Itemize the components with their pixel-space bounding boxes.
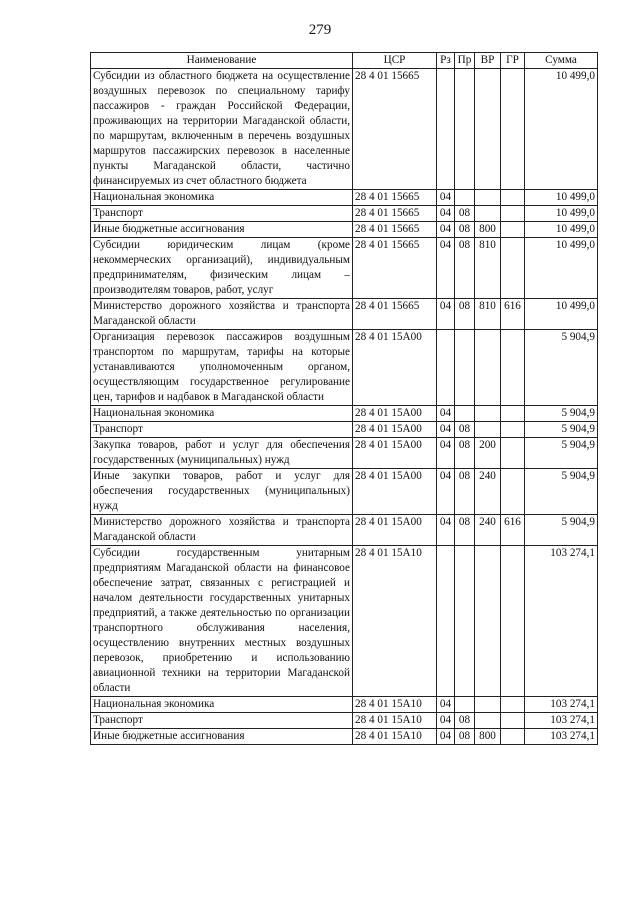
row-csr: 28 4 01 15665	[353, 238, 437, 299]
row-name: Министерство дорожного хозяйства и транспорта Магаданской области	[91, 299, 353, 330]
row-sum: 5 904,9	[525, 422, 598, 438]
row-vr	[475, 406, 501, 422]
row-rz: 04	[437, 406, 455, 422]
row-vr: 800	[475, 729, 501, 745]
row-rz: 04	[437, 713, 455, 729]
row-vr: 810	[475, 238, 501, 299]
row-vr	[475, 546, 501, 697]
row-csr: 28 4 01 15A00	[353, 469, 437, 515]
row-sum: 5 904,9	[525, 330, 598, 406]
row-name: Транспорт	[91, 422, 353, 438]
row-rz: 04	[437, 515, 455, 546]
row-rz: 04	[437, 238, 455, 299]
row-csr: 28 4 01 15A00	[353, 422, 437, 438]
row-pr: 08	[455, 238, 475, 299]
header-name: Наименование	[91, 53, 353, 69]
row-gr	[501, 69, 525, 190]
row-sum: 103 274,1	[525, 729, 598, 745]
row-csr: 28 4 01 15665	[353, 299, 437, 330]
row-pr	[455, 406, 475, 422]
row-sum: 5 904,9	[525, 406, 598, 422]
row-name: Субсидии юридическим лицам (кроме некоммерческих организаций), индивидуальным предпринимателям, физическим лицам – производителям товаров, работ, услуг	[91, 238, 353, 299]
row-csr: 28 4 01 15A10	[353, 713, 437, 729]
row-gr	[501, 438, 525, 469]
row-csr: 28 4 01 15A00	[353, 406, 437, 422]
row-gr	[501, 190, 525, 206]
table-row	[91, 406, 598, 422]
row-rz: 04	[437, 697, 455, 713]
row-name: Национальная экономика	[91, 190, 353, 206]
row-sum: 103 274,1	[525, 546, 598, 697]
row-name: Субсидии из областного бюджета на осуществление воздушных перевозок по специальному тарифу пассажиров - граждан Российской Федерации, проживающих на территории Магаданской области, по маршрутам, включенным в перечень воздушных маршрутов пассажирских перевозок в населенные пункты Магаданской области, частично финансируемых из счет областного бюджета	[91, 69, 353, 190]
header-vr: ВР	[475, 53, 501, 69]
table-row	[91, 469, 598, 515]
row-pr: 08	[455, 222, 475, 238]
row-gr	[501, 422, 525, 438]
row-pr	[455, 190, 475, 206]
row-name: Министерство дорожного хозяйства и транспорта Магаданской области	[91, 515, 353, 546]
row-csr: 28 4 01 15665	[353, 190, 437, 206]
row-gr	[501, 222, 525, 238]
row-sum: 103 274,1	[525, 713, 598, 729]
header-rz: Рз	[437, 53, 455, 69]
row-vr: 810	[475, 299, 501, 330]
row-pr: 08	[455, 422, 475, 438]
row-sum: 10 499,0	[525, 299, 598, 330]
table-row	[91, 729, 598, 745]
row-gr	[501, 330, 525, 406]
row-vr: 200	[475, 438, 501, 469]
row-name: Иные бюджетные ассигнования	[91, 729, 353, 745]
row-vr: 240	[475, 515, 501, 546]
row-csr: 28 4 01 15A00	[353, 438, 437, 469]
row-pr	[455, 330, 475, 406]
table-row	[91, 697, 598, 713]
page-number: 279	[308, 22, 332, 38]
row-vr	[475, 330, 501, 406]
row-rz: 04	[437, 729, 455, 745]
row-pr: 08	[455, 206, 475, 222]
row-pr: 08	[455, 469, 475, 515]
header-csr: ЦСР	[353, 53, 437, 69]
row-vr	[475, 190, 501, 206]
row-gr	[501, 406, 525, 422]
table-row	[91, 515, 598, 546]
row-vr	[475, 697, 501, 713]
header-sum: Сумма	[525, 53, 598, 69]
row-vr: 800	[475, 222, 501, 238]
row-csr: 28 4 01 15A10	[353, 697, 437, 713]
table-row	[91, 206, 598, 222]
row-name: Транспорт	[91, 713, 353, 729]
row-sum: 10 499,0	[525, 206, 598, 222]
table-header-row	[91, 53, 598, 69]
row-name: Организация перевозок пассажиров воздушным транспортом по маршрутам, тарифы на которые устанавливаются уполномоченным органом, осуществляющим государственное регулирование цен, тарифов и надбавок в Магаданской области	[91, 330, 353, 406]
row-name: Иные бюджетные ассигнования	[91, 222, 353, 238]
row-sum: 5 904,9	[525, 469, 598, 515]
row-pr: 08	[455, 438, 475, 469]
row-pr: 08	[455, 299, 475, 330]
row-gr	[501, 697, 525, 713]
row-csr: 28 4 01 15665	[353, 206, 437, 222]
row-csr: 28 4 01 15665	[353, 222, 437, 238]
row-sum: 5 904,9	[525, 515, 598, 546]
header-pr: Пр	[455, 53, 475, 69]
row-pr	[455, 69, 475, 190]
row-gr	[501, 729, 525, 745]
row-rz: 04	[437, 469, 455, 515]
table-row	[91, 330, 598, 406]
row-gr: 616	[501, 299, 525, 330]
row-rz: 04	[437, 206, 455, 222]
row-rz	[437, 69, 455, 190]
row-name: Транспорт	[91, 206, 353, 222]
row-name: Иные закупки товаров, работ и услуг для обеспечения государственных (муниципальных) нужд	[91, 469, 353, 515]
row-vr	[475, 713, 501, 729]
table-row	[91, 422, 598, 438]
row-pr: 08	[455, 729, 475, 745]
row-rz: 04	[437, 190, 455, 206]
row-name: Закупка товаров, работ и услуг для обеспечения государственных (муниципальных) нужд	[91, 438, 353, 469]
row-name: Национальная экономика	[91, 697, 353, 713]
table-row	[91, 190, 598, 206]
row-pr	[455, 697, 475, 713]
table-row	[91, 713, 598, 729]
table-row	[91, 238, 598, 299]
row-rz	[437, 330, 455, 406]
row-csr: 28 4 01 15A10	[353, 546, 437, 697]
row-gr	[501, 546, 525, 697]
budget-table	[90, 52, 598, 745]
row-vr	[475, 206, 501, 222]
row-gr: 616	[501, 515, 525, 546]
row-sum: 10 499,0	[525, 190, 598, 206]
row-name: Субсидии государственным унитарным предприятиям Магаданской области на финансовое обеспечение затрат, связанных с регистрацией и началом деятельности государственных унитарных предприятий, а также деятельностью по организации транспортного обслуживания населения, осуществлению внутренних местных воздушных перевозок, приобретению и использованию авиационной техники на территории Магаданской области	[91, 546, 353, 697]
row-rz: 04	[437, 222, 455, 238]
row-pr	[455, 546, 475, 697]
table-row	[91, 299, 598, 330]
row-pr: 08	[455, 515, 475, 546]
row-gr	[501, 206, 525, 222]
row-gr	[501, 469, 525, 515]
row-name: Национальная экономика	[91, 406, 353, 422]
row-vr	[475, 69, 501, 190]
header-gr: ГР	[501, 53, 525, 69]
row-sum: 10 499,0	[525, 222, 598, 238]
row-csr: 28 4 01 15A00	[353, 330, 437, 406]
row-sum: 103 274,1	[525, 697, 598, 713]
row-csr: 28 4 01 15A10	[353, 729, 437, 745]
row-gr	[501, 713, 525, 729]
row-rz: 04	[437, 438, 455, 469]
row-vr	[475, 422, 501, 438]
row-vr: 240	[475, 469, 501, 515]
row-rz: 04	[437, 299, 455, 330]
row-rz	[437, 546, 455, 697]
row-csr: 28 4 01 15665	[353, 69, 437, 190]
row-sum: 10 499,0	[525, 69, 598, 190]
table-row	[91, 438, 598, 469]
table-row	[91, 222, 598, 238]
row-pr: 08	[455, 713, 475, 729]
table-row	[91, 69, 598, 190]
row-rz: 04	[437, 422, 455, 438]
row-sum: 5 904,9	[525, 438, 598, 469]
row-csr: 28 4 01 15A00	[353, 515, 437, 546]
row-sum: 10 499,0	[525, 238, 598, 299]
row-gr	[501, 238, 525, 299]
table-row	[91, 546, 598, 697]
